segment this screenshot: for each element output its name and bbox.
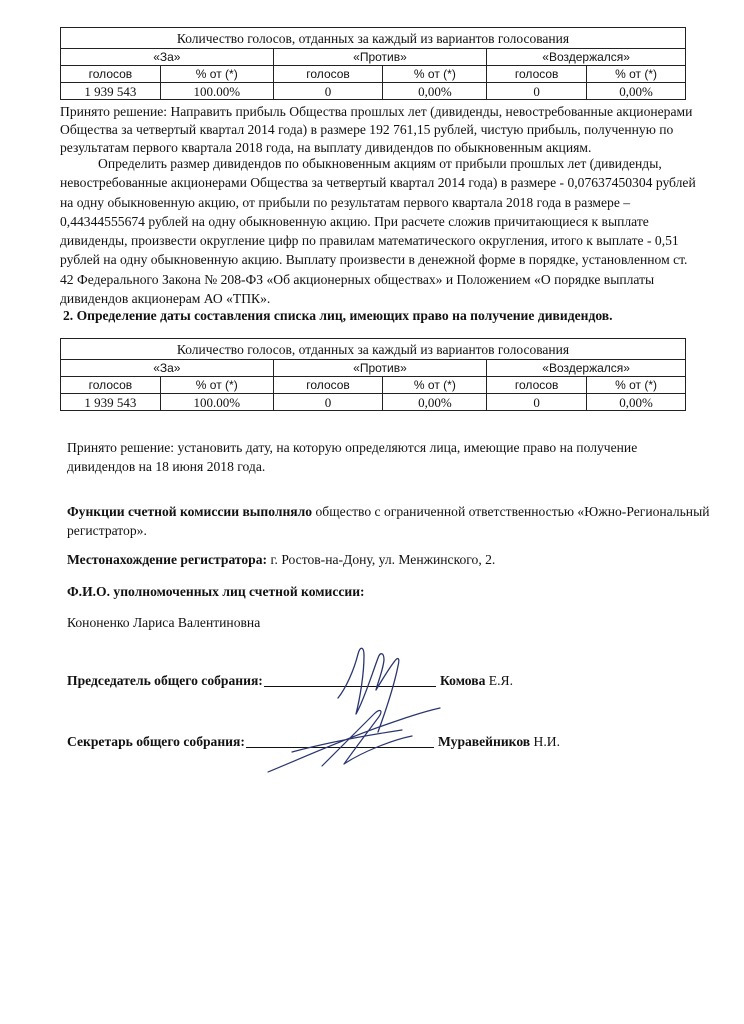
secretary-row xyxy=(67,734,245,750)
cell-percent-for: 100.00% xyxy=(160,394,273,411)
cell-votes-against: 0 xyxy=(273,394,383,411)
col-header-votes: голосов xyxy=(61,66,161,83)
cell-percent-abstain: 0,00% xyxy=(587,394,686,411)
option-for: «За» xyxy=(61,49,274,66)
secretary-name: Муравейников Н.И. xyxy=(438,734,560,749)
col-header-percent: % от (*) xyxy=(383,66,487,83)
col-header-votes: голосов xyxy=(487,377,587,394)
table-row xyxy=(61,83,686,100)
vote-table-2 xyxy=(60,338,686,411)
cell-votes-for: 1 939 543 xyxy=(61,83,161,100)
cell-percent-against: 0,00% xyxy=(383,83,487,100)
counting-commission-text: Функции счетной комиссии выполняло общество с ограниченной ответственностью «Южно-Региональный регистратор». xyxy=(67,504,710,538)
authorized-persons-label: Ф.И.О. уполномоченных лиц счетной комиссии: xyxy=(67,584,365,599)
col-header-votes: голосов xyxy=(273,377,383,394)
secretary-label: Секретарь общего собрания: xyxy=(67,734,245,749)
chairman-name: Комова Е.Я. xyxy=(440,673,513,688)
dividend-size-paragraph: Определить размер дивидендов по обыкновенным акциям от прибыли прошлых лет (дивиденды, невостребованные акционерами Общества за четвертый квартал 2014 года) в размере - 0,07637450304 рублей на одну обыкновенную акцию, от прибыли по результатам первого квартала 2018 года в размере – 0,44344555674 рублей на одну обыкновенную акцию. При расчете сложив причитающиеся к выплате дивиденды, произвести округление цифр по правилам математического округления, итого к выплате - 0,51 рублей на одну обыкновенную акцию. Выплату произвести в денежной форме в порядке, установленном ст. 42 Федерального Закона № 208-ФЗ «Об акционерных обществах» и Положением «О порядке выплаты дивидендов акционерам АО «ТПК». xyxy=(60,156,696,307)
chairman-row xyxy=(67,673,263,689)
col-header-votes: голосов xyxy=(487,66,587,83)
option-abstain: «Воздержался» xyxy=(487,49,686,66)
cell-percent-for: 100.00% xyxy=(160,83,273,100)
cell-votes-against: 0 xyxy=(273,83,383,100)
col-header-votes: голосов xyxy=(61,377,161,394)
section-2-heading: 2. Определение даты составления списка лиц, имеющих право на получение дивидендов. xyxy=(63,308,613,323)
secretary-signature xyxy=(262,700,452,780)
option-against: «Против» xyxy=(273,360,487,377)
cell-votes-for: 1 939 543 xyxy=(61,394,161,411)
decision-2-text: Принято решение: установить дату, на которую определяются лица, имеющие право на получение дивидендов на 18 июня 2018 года. xyxy=(67,440,638,474)
col-header-votes: голосов xyxy=(273,66,383,83)
vote-table-1 xyxy=(60,27,686,100)
col-header-percent: % от (*) xyxy=(383,377,487,394)
table-row xyxy=(61,394,686,411)
cell-votes-abstain: 0 xyxy=(487,394,587,411)
vote-table-title: Количество голосов, отданных за каждый из вариантов голосования xyxy=(61,339,686,360)
option-for: «За» xyxy=(61,360,274,377)
col-header-percent: % от (*) xyxy=(160,377,273,394)
cell-percent-abstain: 0,00% xyxy=(587,83,686,100)
col-header-percent: % от (*) xyxy=(160,66,273,83)
chairman-label: Председатель общего собрания: xyxy=(67,673,263,688)
col-header-percent: % от (*) xyxy=(587,377,686,394)
registrar-location: Местонахождение регистратора: г. Ростов-на-Дону, ул. Менжинского, 2. xyxy=(67,552,496,567)
cell-votes-abstain: 0 xyxy=(487,83,587,100)
authorized-person-name: Кононенко Лариса Валентиновна xyxy=(67,615,261,630)
col-header-percent: % от (*) xyxy=(587,66,686,83)
option-abstain: «Воздержался» xyxy=(487,360,686,377)
option-against: «Против» xyxy=(273,49,487,66)
decision-1-text: Принято решение: Направить прибыль Общества прошлых лет (дивиденды, невостребованные акционерами Общества за четвертый квартал 2014 года) в размере 192 761,15 рублей, чистую прибыль, полученную по результатам первого квартала 2018 года, на выплату дивидендов по обыкновенным акциям. xyxy=(60,104,693,155)
vote-table-title: Количество голосов, отданных за каждый из вариантов голосования xyxy=(61,28,686,49)
cell-percent-against: 0,00% xyxy=(383,394,487,411)
